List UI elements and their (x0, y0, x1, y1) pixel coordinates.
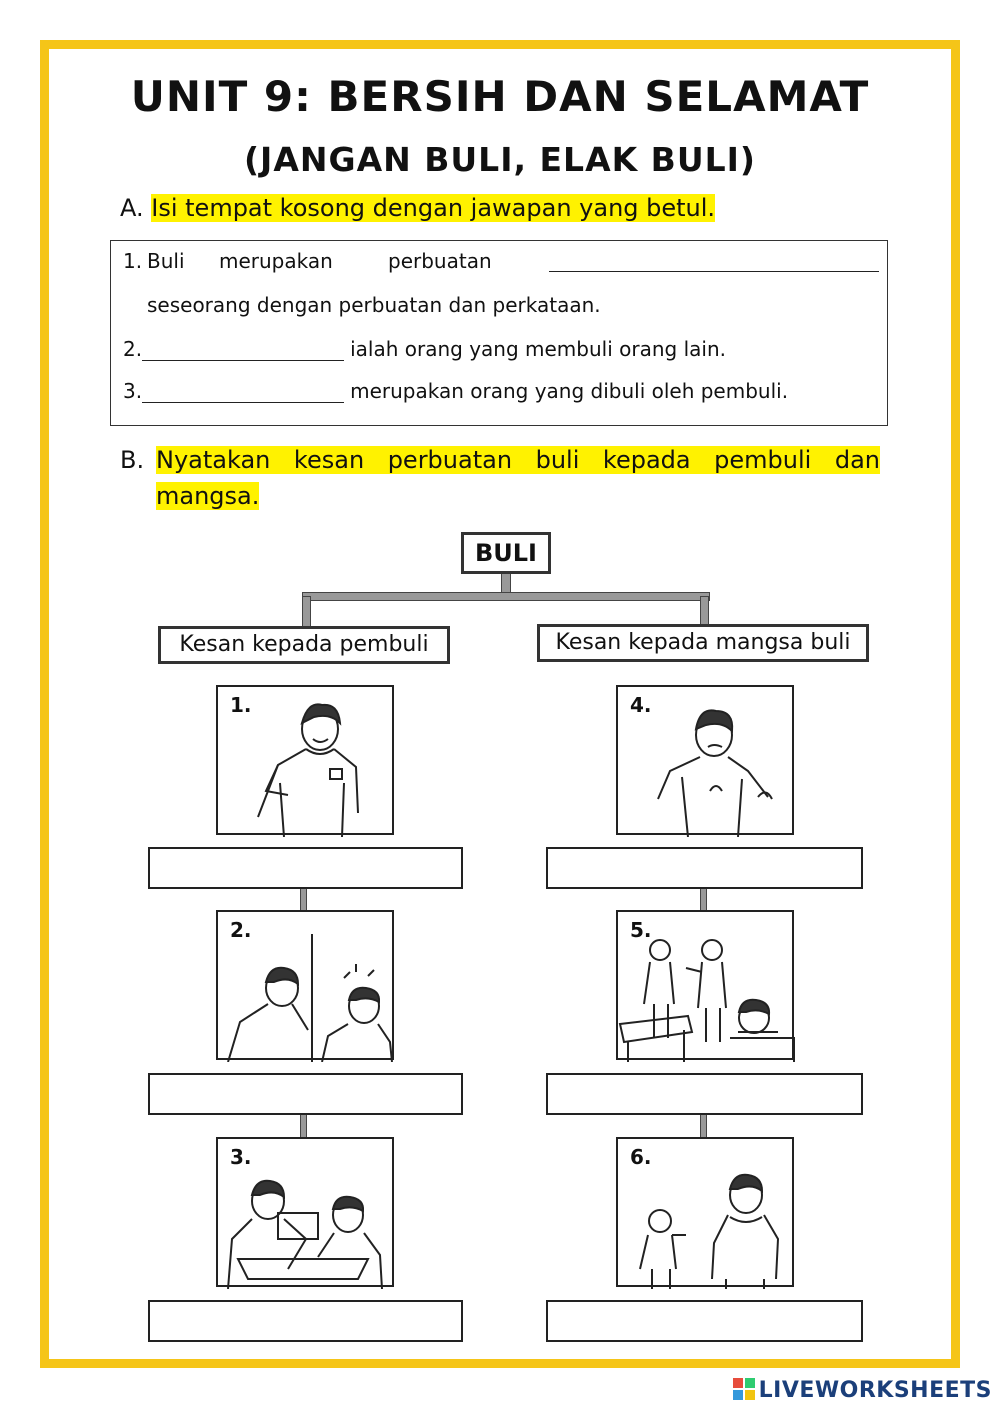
question-3-answer-blank[interactable] (142, 380, 344, 403)
question-3-number: 3. (123, 379, 143, 403)
picture-6 (616, 1137, 794, 1287)
connector-right-drop (700, 596, 709, 626)
question-box (110, 240, 888, 426)
liveworksheets-watermark (733, 1378, 992, 1403)
picture-3 (216, 1137, 394, 1287)
page-title: UNIT 9: BERSIH DAN SELAMAT (130, 72, 870, 121)
question-3 (123, 379, 788, 403)
section-a-instruction (120, 190, 715, 226)
question-1-word-1: Buli (147, 249, 185, 273)
watermark-text: LIVEWORKSHEETS (758, 1378, 992, 1403)
answer-box-6[interactable] (546, 1300, 863, 1342)
answer-box-3[interactable] (148, 1300, 463, 1342)
question-1-line-1 (123, 241, 883, 281)
section-a-letter: A. (120, 194, 144, 222)
connector-left-2 (300, 1112, 307, 1138)
question-2 (123, 337, 726, 361)
question-1-word-3: perbuatan (388, 249, 492, 273)
answer-box-2[interactable] (148, 1073, 463, 1115)
answer-box-4[interactable] (546, 847, 863, 889)
picture-1 (216, 685, 394, 835)
liveworksheets-logo-icon (733, 1378, 755, 1400)
question-1-number: 1. (123, 249, 143, 273)
picture-5-number: 5. (630, 918, 652, 942)
section-b-instruction (120, 442, 880, 514)
picture-2-number: 2. (230, 918, 252, 942)
question-1-answer-blank[interactable] (549, 249, 879, 272)
picture-4-number: 4. (630, 693, 652, 717)
connector-left-1 (300, 886, 307, 912)
question-2-number: 2. (123, 337, 143, 361)
question-1-line-2: seseorang dengan perbuatan dan perkataan. (147, 293, 601, 317)
picture-2 (216, 910, 394, 1060)
root-node-buli: BULI (461, 532, 551, 574)
picture-1-number: 1. (230, 693, 252, 717)
question-2-answer-blank[interactable] (142, 338, 344, 361)
section-a-text: Isi tempat kosong dengan jawapan yang betul. (151, 194, 716, 222)
answer-box-1[interactable] (148, 847, 463, 889)
section-b-letter: B. (120, 446, 145, 474)
picture-5 (616, 910, 794, 1060)
header-effects-on-victim: Kesan kepada mangsa buli (537, 624, 869, 662)
picture-3-number: 3. (230, 1145, 252, 1169)
picture-4 (616, 685, 794, 835)
connector-horizontal (302, 592, 710, 601)
question-3-text: merupakan orang yang dibuli oleh pembuli. (350, 379, 789, 403)
question-1-word-2: merupakan (219, 249, 333, 273)
picture-6-number: 6. (630, 1145, 652, 1169)
section-b-text: Nyatakan kesan perbuatan buli kepada pembuli dan mangsa. (156, 446, 880, 510)
header-effects-on-bully: Kesan kepada pembuli (158, 626, 450, 664)
answer-box-5[interactable] (546, 1073, 863, 1115)
page-subtitle: (JANGAN BULI, ELAK BULI) (243, 140, 757, 179)
connector-left-drop (302, 596, 311, 628)
connector-right-2 (700, 1112, 707, 1138)
connector-right-1 (700, 886, 707, 912)
question-2-text: ialah orang yang membuli orang lain. (350, 337, 726, 361)
